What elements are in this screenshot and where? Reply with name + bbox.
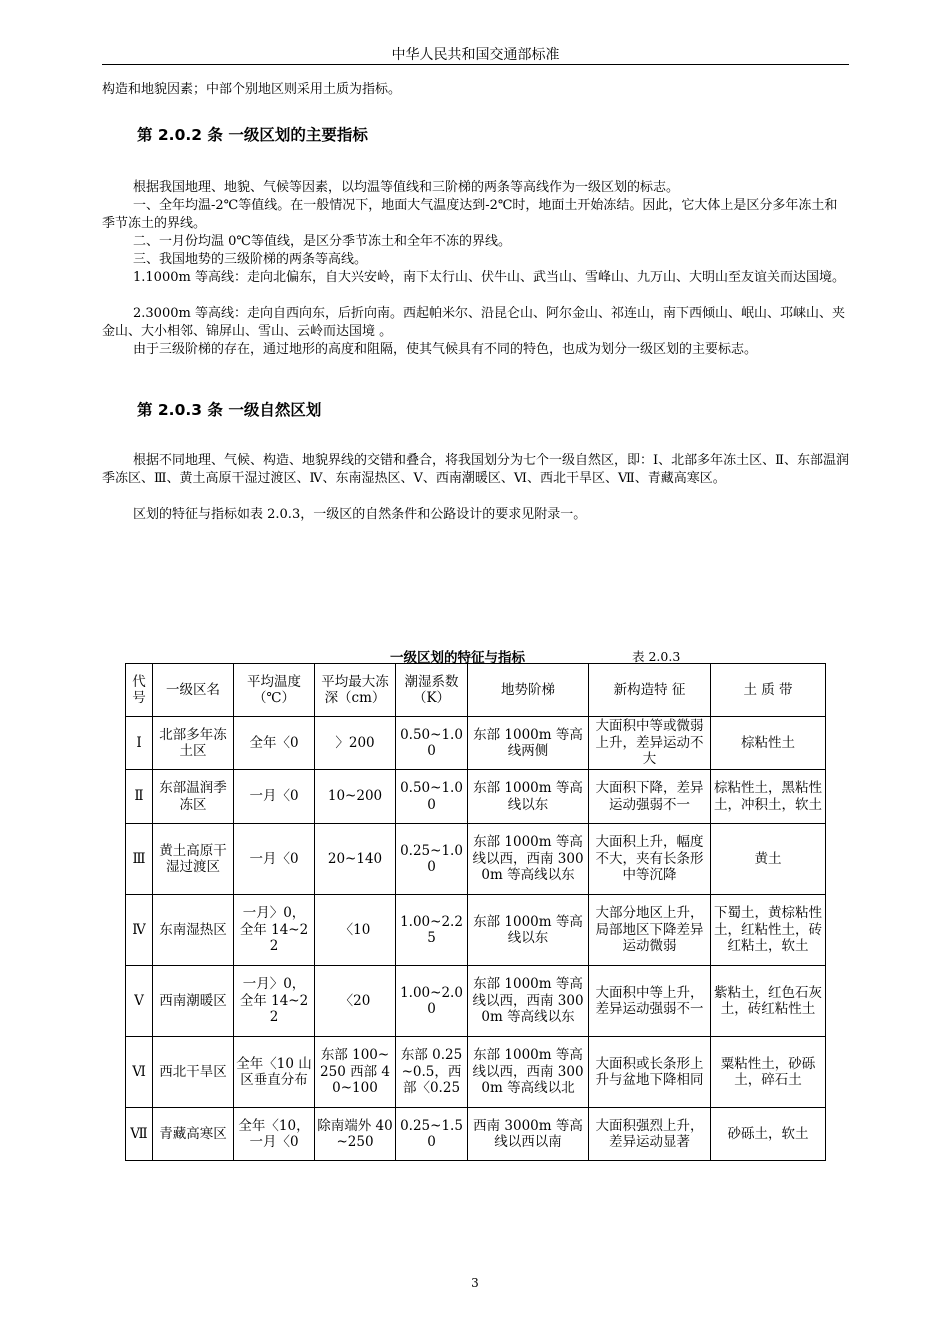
table-cell: 大面积下降，差异运动强弱不一 [589,770,711,824]
table-cell: 一月〉0，全年 14~22 [234,895,315,966]
table-cell: Ⅲ [126,824,153,895]
table-cell: 全年〈0 [234,717,315,770]
table-row [126,717,826,770]
table-cell: 东部 0.25~0.5，西部〈0.25 [396,1037,468,1108]
table-cell: 紫粘土，红色石灰土，砖红粘性土 [711,966,826,1037]
table-cell: Ⅱ [126,770,153,824]
header-cell: 潮湿系数（K） [396,664,468,717]
zoning-table [125,663,826,1161]
table-cell: 东部 1000m 等高线以西，西南 3000m 等高线以东 [468,966,589,1037]
header-cell: 平均最大冻深（cm） [315,664,396,717]
table-row [126,824,826,895]
paragraph: 根据我国地理、地貌、气候等因素，以均温等值线和三阶梯的两条等高线作为一级区划的标志。 [133,180,680,195]
table-cell: 10~200 [315,770,396,824]
table-row [126,1037,826,1108]
table-cell: 黄土 [711,824,826,895]
table-cell: 除南端外 40~250 [315,1108,396,1161]
table-cell: 东部 1000m 等高线以西，西南 3000m 等高线以北 [468,1037,589,1108]
header-cell: 一级区名 [153,664,234,717]
section-heading-2-0-3: 第 2.0.3 条 一级自然区划 [137,401,322,419]
table-cell: Ⅳ [126,895,153,966]
page-header-title: 中华人民共和国交通部标准 [391,47,560,63]
table-cell: 棕粘性土 [711,717,826,770]
table-row [126,770,826,824]
table-cell: 西南潮暖区 [153,966,234,1037]
paragraph: 区划的特征与指标如表 2.0.3，一级区的自然条件和公路设计的要求见附录一。 [133,507,587,522]
table-cell: 东南湿热区 [153,895,234,966]
table-cell: Ⅵ [126,1037,153,1108]
table-row [126,895,826,966]
table-cell: 大面积强烈上升，差异运动显著 [589,1108,711,1161]
intro-line: 构造和地貌因素；中部个别地区则采用土质为指标。 [102,82,402,97]
table-cell: 〈20 [315,966,396,1037]
table-cell: 一月〉0，全年 14~22 [234,966,315,1037]
table-cell: 粟粘性土，砂砾土，碎石土 [711,1037,826,1108]
table-title: 一级区划的特征与指标 [390,650,525,666]
table-cell: 〉200 [315,717,396,770]
header-cell: 代号 [126,664,153,717]
table-cell: 一月〈0 [234,770,315,824]
header-cell: 平均温度（℃） [234,664,315,717]
table-cell: Ⅶ [126,1108,153,1161]
table-number: 表 2.0.3 [632,649,681,664]
table-cell: 0.50~1.00 [396,717,468,770]
table-cell: 大面积中等或微弱上升，差异运动不大 [589,717,711,770]
table-cell: Ⅰ [126,717,153,770]
table-cell: 东部 1000m 等高线以西，西南 3000m 等高线以东 [468,824,589,895]
header-cell: 土 质 带 [711,664,826,717]
paragraph: 1.1000m 等高线：走向北偏东，自大兴安岭，南下太行山、伏牛山、武当山、雪峰山、九万山、大明山至友谊关而达国境。 [133,270,845,285]
header-cell: 地势阶梯 [468,664,589,717]
table-row [126,966,826,1037]
table-cell: 西南 3000m 等高线以西以南 [468,1108,589,1161]
table-cell: 一月〈0 [234,824,315,895]
paragraph: 2.3000m 等高线：走向自西向东，后折向南。西起帕米尔、沿昆仑山、阿尔金山、祁连山，南下西倾山、岷山、邛崃山、夹金山、大小相邻、锦屏山、雪山、云岭而达国境 。 [102,306,845,339]
table-cell: 大面积或长条形上升与盆地下降相同 [589,1037,711,1108]
table-cell: 大部分地区上升，局部地区下降差异运动微弱 [589,895,711,966]
table-cell: 青藏高寒区 [153,1108,234,1161]
table-cell: 全年〈10，一月〈0 [234,1108,315,1161]
table-cell: 0.25~1.00 [396,824,468,895]
table-cell: 大面积上升，幅度不大，夹有长条形中等沉降 [589,824,711,895]
table-header-row [126,664,826,717]
paragraph: 三、我国地势的三级阶梯的两条等高线。 [133,252,368,267]
table-cell: 大面积中等上升，差异运动强弱不一 [589,966,711,1037]
section-heading-2-0-2: 第 2.0.2 条 一级区划的主要指标 [137,126,368,144]
table-cell: 1.00~2.00 [396,966,468,1037]
table-cell: 〈10 [315,895,396,966]
table-cell: 1.00~2.25 [396,895,468,966]
table-cell: 砂砾土，软土 [711,1108,826,1161]
table-cell: 棕粘性土，黑粘性土，冲积土，软土 [711,770,826,824]
table-cell: 下蜀土，黄棕粘性土，红粘性土，砖红粘土，软土 [711,895,826,966]
header-rule [102,64,849,65]
paragraph: 由于三级阶梯的存在，通过地形的高度和阻隔，使其气候具有不同的特色，也成为划分一级区划的主要标志。 [133,342,758,357]
paragraph: 根据不同地理、气候、构造、地貌界线的交错和叠合，将我国划分为七个一级自然区，即：Ⅰ、北部多年冻土区、Ⅱ、东部温润季冻区、Ⅲ、黄土高原干湿过渡区、Ⅳ、东南湿热区、Ⅴ、西南潮暖区、Ⅵ、西北干旱区、Ⅶ、青藏高寒区。 [102,453,849,486]
table-cell: 东部 1000m 等高线两侧 [468,717,589,770]
paragraph: 二、一月份均温 0℃等值线，是区分季节冻土和全年不冻的界线。 [133,234,511,249]
page-number: 3 [471,1276,479,1290]
table-cell: 东部 1000m 等高线以东 [468,770,589,824]
table-cell: 北部多年冻土区 [153,717,234,770]
table-cell: 东部 1000m 等高线以东 [468,895,589,966]
table-cell: Ⅴ [126,966,153,1037]
table-cell: 黄土高原干湿过渡区 [153,824,234,895]
table-cell: 东部温润季冻区 [153,770,234,824]
table-cell: 20~140 [315,824,396,895]
table-cell: 全年〈10 山区垂直分布 [234,1037,315,1108]
table-cell: 0.25~1.50 [396,1108,468,1161]
table-cell: 西北干旱区 [153,1037,234,1108]
table-cell: 0.50~1.00 [396,770,468,824]
paragraph: 一、全年均温-2℃等值线。在一般情况下，地面大气温度达到-2℃时，地面土开始冻结。因此，它大体上是区分多年冻土和季节冻土的界线。 [102,198,838,231]
table-cell: 东部 100~250 西部 40~100 [315,1037,396,1108]
header-cell: 新构造特 征 [589,664,711,717]
table-row [126,1108,826,1161]
